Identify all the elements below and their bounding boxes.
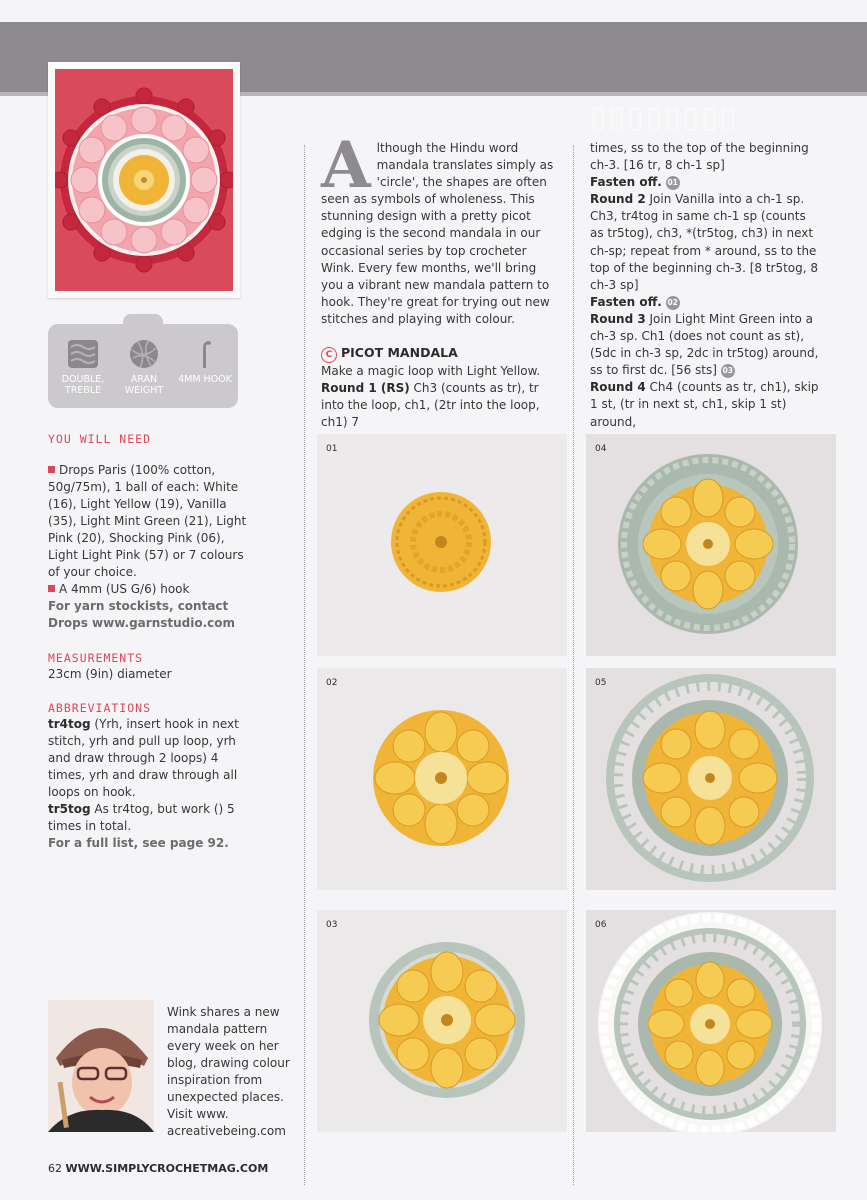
mandala-illustration [55, 69, 233, 291]
tool-weight [114, 338, 174, 396]
you-will-need-list [48, 462, 248, 632]
step-photo-06 [586, 910, 836, 1132]
round-2: Round 2 Join Vanilla into a ch-1 sp. Ch3, tr4tog in same ch-1 sp (counts as tr5tog), ch3, *(tr5tog, ch3) in next ch-sp; repeat from * around, ss to the top of the beginning ch-3. [8 tr5tog, 8 ch-3 sp] [590, 192, 819, 292]
tool-weight-label: ARAN WEIGHT [124, 374, 164, 396]
bullet-icon [48, 466, 55, 473]
author-bio: Wink shares a new mandala pattern every week on her blog, drawing colour inspiration from unexpected places. Visit www. acreativebeing.com [167, 1005, 290, 1138]
materials-item-hook: A 4mm (US G/6) hook [48, 581, 248, 598]
section-c-icon: C [321, 347, 337, 363]
tool-stitch [53, 338, 113, 396]
step-photo-label: 04 [595, 444, 607, 454]
page-number: 62 [48, 1162, 62, 1175]
step-photo-label: 01 [326, 444, 338, 454]
abbr-def-tr4tog: (Yrh, insert hook in next stitch, yrh and pull up loop, yrh and draw through 2 loops) 4 times, yrh and draw through all loops on hook. [48, 717, 239, 799]
page-footer [48, 1162, 268, 1175]
step-photo-01 [317, 434, 567, 656]
round-3: Round 3 Join Light Mint Green into a ch-3 sp. Ch1 (does not count as st), (5dc in ch-3 sp, 2dc in tr5tog) around, ss to first dc. [56 sts] 03 [590, 311, 819, 378]
round-1-continued: times, ss to the top of the beginning ch-3. [16 tr, 8 ch-1 sp] [590, 141, 809, 173]
step-photo-label: 02 [326, 678, 338, 688]
yarn-stitch-icon [66, 338, 100, 370]
step-photo-label: 03 [326, 920, 338, 930]
fasten-off-2: Fasten off. 02 [590, 294, 678, 309]
step-photo-label: 05 [595, 678, 607, 688]
step-photo-label: 06 [595, 920, 607, 930]
abbr-term-tr5tog: tr5tog [48, 802, 91, 816]
instructions-column [590, 140, 820, 431]
materials-item-yarn: Drops Paris (100% cotton, 50g/75m), 1 ball of each: White (16), Light Yellow (19), Vanilla (35), Light Mint Green (21), Light Pink (20), Shocking Pink (06), Light Light Pink (57) or 7 colours of your choice. [48, 463, 247, 579]
abbreviations-heading: ABBREVIATIONS [48, 701, 152, 715]
round-4: Round 4 Ch4 (counts as tr, ch1), skip 1 st, (tr in next st, ch1, skip 1 st) around, [590, 380, 819, 429]
step-photo-03 [317, 910, 567, 1132]
measurements-text: 23cm (9in) diameter [48, 667, 172, 681]
bullet-icon [48, 585, 55, 592]
pattern-start: Make a magic loop with Light Yellow. [321, 364, 541, 379]
round-1: Round 1 (RS) Ch3 (counts as tr), tr into the loop, ch1, (2tr into the loop, ch1) 7 [321, 381, 540, 430]
abbreviations-list [48, 716, 248, 852]
intro-column [321, 128, 561, 431]
stockists-note: For yarn stockists, contact Drops www.garnstudio.com [48, 599, 236, 630]
author-photo [48, 1000, 154, 1132]
abbr-term-tr4tog: tr4tog [48, 717, 91, 731]
background-ghost-text: ▯▯▯▯▯▯▯▯ [590, 100, 739, 135]
step-badge-03: 03 [721, 364, 735, 378]
full-list-link[interactable]: For a full list, see page 92. [48, 836, 229, 850]
step-badge-02: 02 [666, 296, 680, 310]
hero-mandala-photo [48, 62, 240, 298]
footer-website[interactable]: WWW.SIMPLYCROCHETMAG.COM [65, 1162, 269, 1175]
tool-hook [175, 338, 235, 385]
fasten-off-1: Fasten off. 01 [590, 175, 678, 190]
step-photo-05 [586, 668, 836, 890]
tool-stitch-label: DOUBLE, TREBLE [61, 374, 105, 396]
column-divider-right [573, 145, 574, 1185]
column-divider-left [304, 145, 305, 1185]
step-photo-04 [586, 434, 836, 656]
intro-paragraph: Although the Hindu word mandala translates simply as 'circle', the shapes are often seen as symbols of wholeness. This stunning design with a pretty picot edging is the second mandala in our occasional series by top crocheter Wink. Every few months, we'll bring you a vibrant new mandala pattern to hook. They're great for trying out new stitches and playing with colour. [321, 128, 554, 326]
dropcap: A [321, 128, 371, 203]
pattern-title: C PICOT MANDALA [321, 344, 561, 363]
skill-info-box [48, 324, 238, 408]
abbr-def-tr5tog: As tr4tog, but work () 5 times in total. [48, 802, 235, 833]
tool-hook-label: 4MM HOOK [178, 374, 232, 385]
step-photo-02 [317, 668, 567, 890]
crochet-hook-icon [188, 338, 222, 370]
step-badge-01: 01 [666, 176, 680, 190]
you-will-need-heading: YOU WILL NEED [48, 432, 152, 446]
measurements-heading: MEASUREMENTS [48, 651, 144, 665]
yarn-ball-icon [127, 338, 161, 370]
